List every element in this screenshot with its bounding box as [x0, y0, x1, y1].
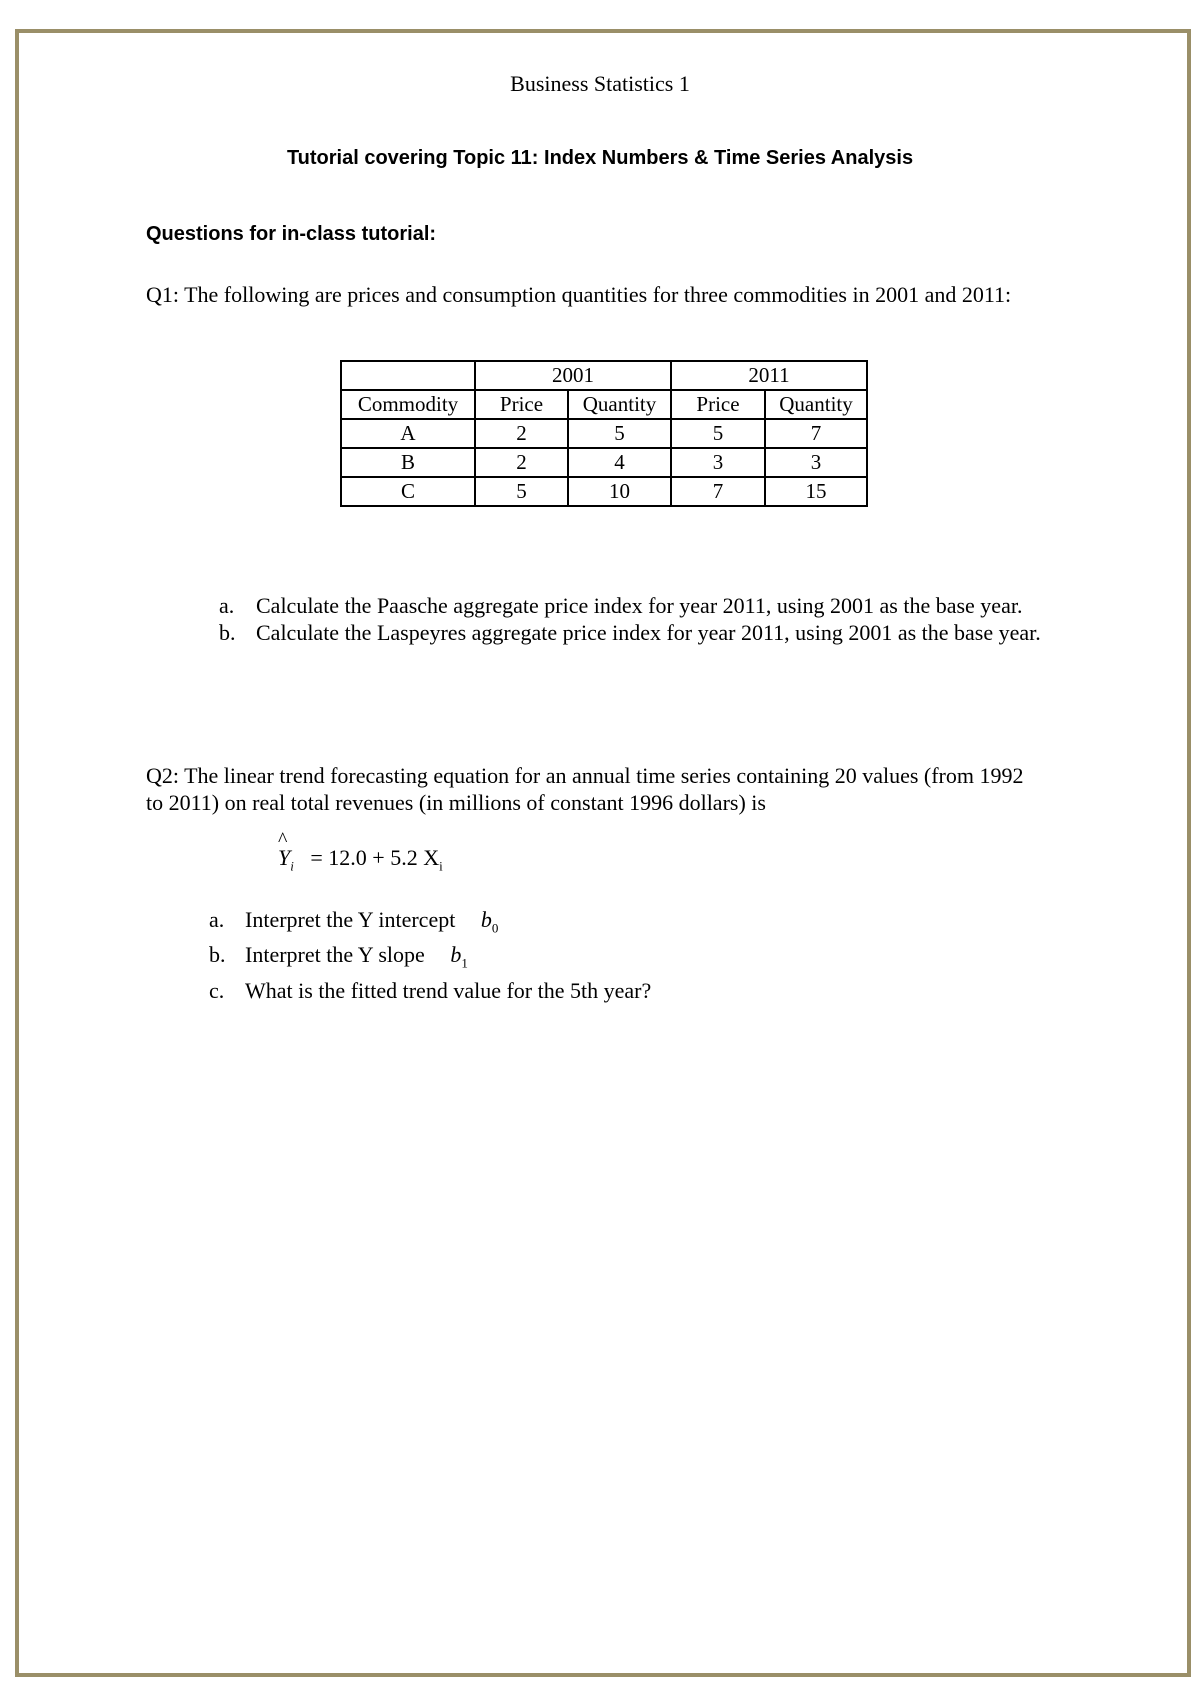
section-heading: Questions for in-class tutorial: [146, 223, 437, 245]
question-1-parts [219, 592, 1056, 646]
question-2-text: Q2: The linear trend forecasting equation for an annual time series containing 20 values (from 1992 to 2011) on real total revenues (in millions of constant 1996 dollars) is [146, 763, 1024, 815]
list-item [209, 941, 1045, 976]
list-item [219, 592, 1056, 619]
trend-equation [278, 829, 443, 874]
question-2-parts [209, 906, 1045, 1004]
table-column-header: Price [671, 390, 765, 419]
list-item [219, 619, 1056, 646]
table-cell: 5 [568, 419, 671, 448]
coefficient-subscript: 0 [491, 920, 499, 936]
list-item-text: Calculate the Paasche aggregate price index for year 2011, using 2001 as the base year. [256, 593, 1023, 618]
list-item-text: Interpret the Y slope [245, 942, 425, 968]
table-row [341, 419, 867, 448]
equation-lhs-subscript: i [290, 858, 294, 874]
table-header-blank [341, 361, 475, 390]
table-cell: 7 [671, 477, 765, 506]
list-item [209, 977, 1045, 1004]
table-column-header: Commodity [341, 390, 475, 419]
table-cell: 7 [765, 419, 867, 448]
list-item-text: Interpret the Y intercept [245, 907, 456, 932]
table-cell: 15 [765, 477, 867, 506]
table-cell: B [341, 448, 475, 477]
table-cell: 2 [475, 419, 568, 448]
document-header: Business Statistics 1 [510, 71, 690, 96]
table-cell: A [341, 419, 475, 448]
table-column-header-row [341, 390, 867, 419]
table-cell: 10 [568, 477, 671, 506]
list-marker: b. [209, 942, 226, 968]
equation-y: Y [278, 845, 291, 870]
table-row [341, 477, 867, 506]
table-cell: 5 [475, 477, 568, 506]
table-column-header: Quantity [765, 390, 867, 419]
equation-lhs [278, 829, 294, 874]
list-marker: b. [219, 620, 236, 645]
hat-symbol: ^ [278, 829, 288, 851]
question-1-text: Q1: The following are prices and consumption quantities for three commodities in 2001 and 2011: [146, 282, 1012, 307]
table-cell: 4 [568, 448, 671, 477]
table-cell: 2 [475, 448, 568, 477]
table-year-header: 2001 [475, 361, 671, 390]
table-cell: 3 [671, 448, 765, 477]
coefficient-symbol: b [480, 907, 492, 932]
table-year-row [341, 361, 867, 390]
coefficient-subscript: 1 [461, 955, 468, 971]
coefficient-symbol: b [450, 942, 462, 968]
table-year-header: 2011 [671, 361, 867, 390]
coefficient-b0 [480, 907, 499, 936]
equation-rhs: = 12.0 + 5.2 X [310, 845, 440, 870]
list-marker: a. [219, 593, 235, 618]
list-item-text: What is the fitted trend value for the 5th year? [245, 977, 652, 1003]
list-marker: c. [209, 977, 225, 1003]
commodity-table [340, 360, 868, 507]
page-border [15, 29, 1191, 1677]
list-marker: a. [209, 907, 225, 932]
table-cell: C [341, 477, 475, 506]
table-column-header: Quantity [568, 390, 671, 419]
list-item [209, 906, 1045, 941]
table-column-header: Price [475, 390, 568, 419]
table-cell: 5 [671, 419, 765, 448]
list-item-text: Calculate the Laspeyres aggregate price index for year 2011, using 2001 as the base year. [256, 620, 1041, 645]
equation-rhs-subscript: i [439, 858, 443, 874]
tutorial-title: Tutorial covering Topic 11: Index Numbers & Time Series Analysis [286, 147, 914, 169]
table-row [341, 448, 867, 477]
coefficient-b1 [450, 942, 468, 971]
table-cell: 3 [765, 448, 867, 477]
